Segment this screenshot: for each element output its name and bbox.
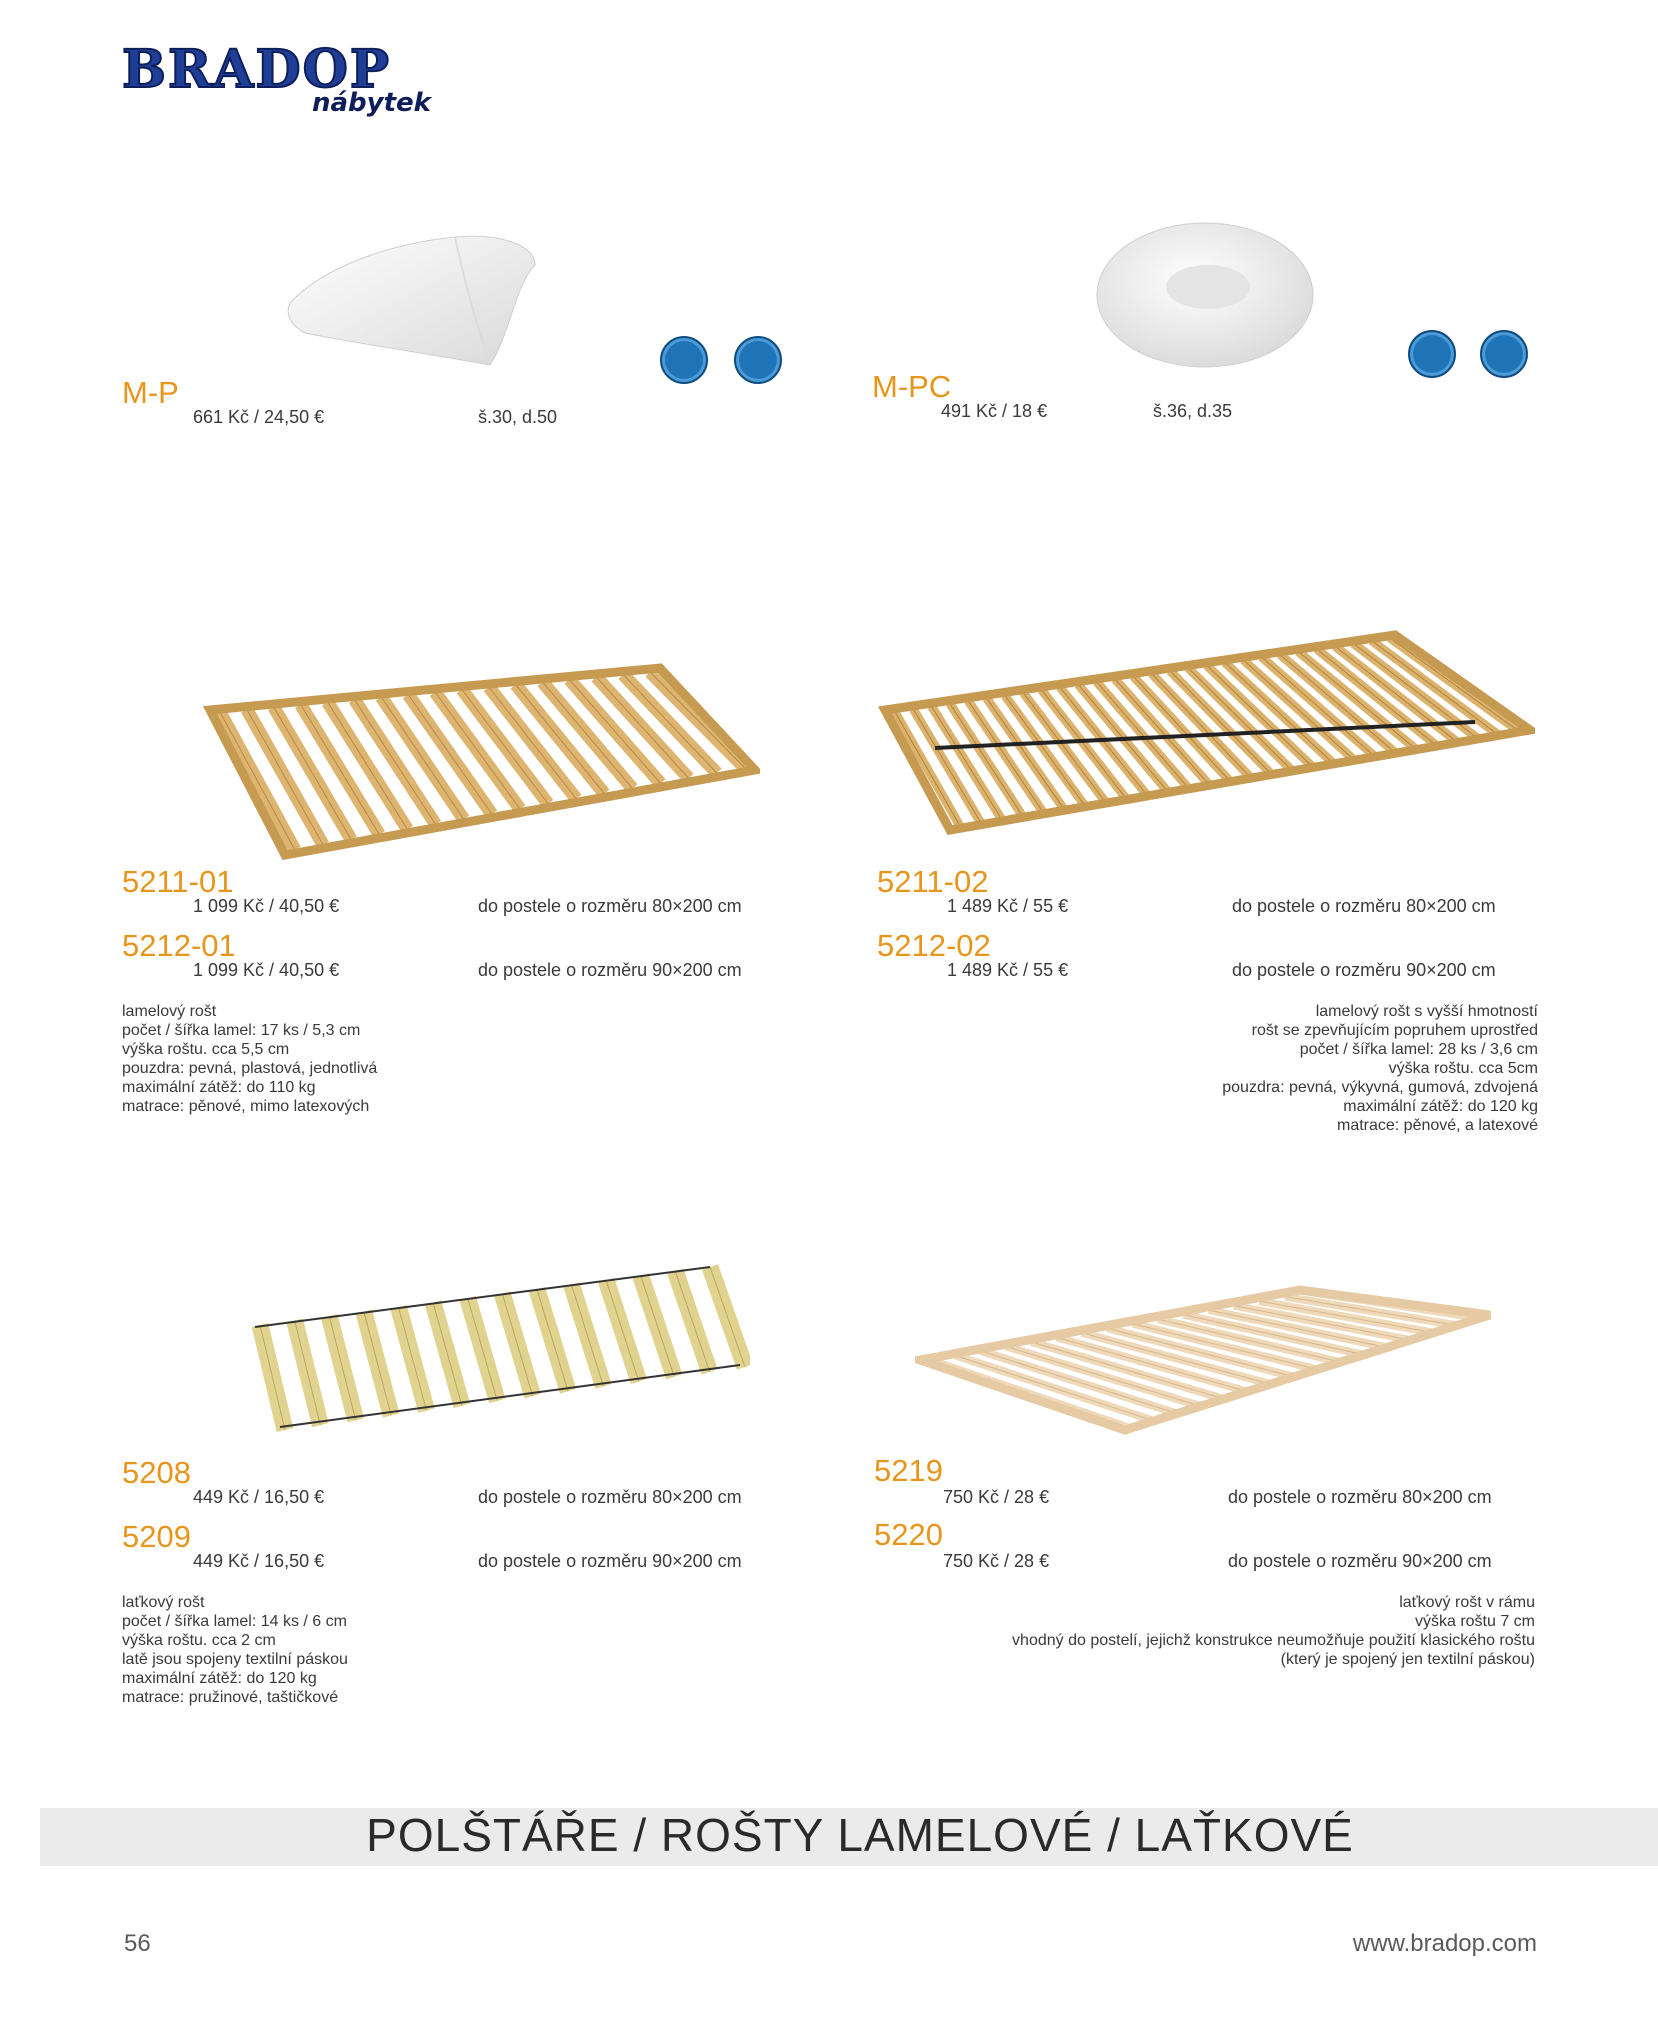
product-price: 750 Kč / 28 €: [943, 1551, 1050, 1571]
slat: [260, 1325, 285, 1430]
product-code: 5212-02: [877, 928, 991, 963]
brand-tagline: nábytek: [312, 88, 431, 118]
product-code: 5208: [122, 1455, 191, 1490]
product-price: 491 Kč / 18 €: [941, 401, 1048, 421]
description-line: lamelový rošt: [122, 1003, 217, 1020]
product-description: [1222, 1002, 1538, 1135]
product-code: 5212-01: [122, 928, 236, 963]
description-line: počet / šířka lamel: 28 ks / 3,6 cm: [1299, 1041, 1538, 1058]
product-price: 661 Kč / 24,50 €: [193, 407, 325, 427]
brand-logo: [122, 39, 431, 118]
product-dimension: do postele o rozměru 90×200 cm: [478, 960, 742, 980]
product-dimension: do postele o rozměru 90×200 cm: [478, 1551, 742, 1571]
product-price: 1 099 Kč / 40,50 €: [193, 896, 340, 916]
slatted-base-reinforced-image: [875, 630, 1535, 840]
product-code: 5209: [122, 1519, 191, 1554]
product-price: 449 Kč / 16,50 €: [193, 1487, 325, 1507]
slat: [675, 1271, 709, 1371]
description-line: rošt se zpevňujícím popruhem uprostřed: [1251, 1022, 1538, 1039]
description-line: matrace: pěnové, a latexové: [1336, 1117, 1538, 1134]
description-line: pouzdra: pevná, plastová, jednotlivá: [122, 1060, 378, 1077]
description-line: laťkový rošt: [122, 1594, 205, 1611]
slat: [398, 1307, 426, 1410]
product-code: 5219: [874, 1453, 943, 1488]
product-dimension: do postele o rozměru 90×200 cm: [1232, 960, 1496, 980]
description-line: matrace: pružinové, taštičkové: [122, 1689, 339, 1706]
brand-name: BRADOP: [122, 39, 392, 100]
description-line: maximální zátěž: do 120 kg: [122, 1670, 317, 1687]
description-line: počet / šířka lamel: 17 ks / 5,3 cm: [122, 1022, 361, 1039]
pillow-wedge-image: [285, 225, 545, 385]
slat: [329, 1316, 356, 1420]
lath-base-image: [240, 1255, 750, 1445]
product-code: 5211-01: [122, 864, 234, 899]
description-line: počet / šířka lamel: 14 ks / 6 cm: [122, 1613, 347, 1630]
slat: [572, 1285, 604, 1387]
wash-temperature-icon: [1480, 330, 1528, 378]
product-dimension: do postele o rozměru 90×200 cm: [1228, 1551, 1492, 1571]
slat: [468, 1298, 498, 1401]
slat: [364, 1312, 391, 1416]
slatted-base-image: [200, 660, 760, 860]
description-line: vhodný do postelí, jejichž konstrukce neumožňuje použití klasického roštu: [1012, 1632, 1535, 1649]
description-line: pouzdra: pevná, výkyvná, gumová, zdvojená: [1222, 1079, 1538, 1096]
description-line: (který je spojený jen textilní páskou): [1280, 1651, 1535, 1668]
slat: [295, 1321, 321, 1426]
description-line: výška roštu. cca 5cm: [1388, 1060, 1538, 1077]
slat: [537, 1289, 568, 1391]
website-link[interactable]: www.bradop.com: [1352, 1930, 1537, 1957]
description-line: výška roštu 7 cm: [1414, 1613, 1535, 1630]
product-description: [1012, 1593, 1535, 1669]
description-line: maximální zátěž: do 110 kg: [122, 1079, 316, 1096]
section-title: POLŠTÁŘE / ROŠTY LAMELOVÉ / LAŤKOVÉ: [366, 1809, 1354, 1861]
description-line: lamelový rošt s vyšší hmotností: [1315, 1003, 1538, 1020]
slat: [433, 1303, 462, 1406]
product-dimension: do postele o rozměru 80×200 cm: [1228, 1487, 1492, 1507]
product-price: 449 Kč / 16,50 €: [193, 1551, 325, 1571]
product-dimension: do postele o rozměru 80×200 cm: [478, 1487, 742, 1507]
description-line: výška roštu. cca 2 cm: [122, 1632, 276, 1649]
product-dimension: š.36, d.35: [1153, 401, 1233, 421]
product-dimension: š.30, d.50: [478, 407, 558, 427]
slat: [1023, 693, 1105, 802]
washable-icon: [660, 336, 708, 384]
product-price: 1 489 Kč / 55 €: [947, 896, 1069, 916]
product-description: [122, 1593, 348, 1707]
description-line: latě jsou spojeny textilní páskou: [122, 1651, 348, 1668]
product-dimension: do postele o rozměru 80×200 cm: [1232, 896, 1496, 916]
lath-base-frame-image: [915, 1270, 1495, 1440]
page-number: 56: [124, 1930, 151, 1957]
description-line: laťkový rošt v rámu: [1399, 1594, 1535, 1611]
product-price: 750 Kč / 28 €: [943, 1487, 1050, 1507]
product-code: M-P: [122, 375, 179, 410]
description-line: výška roštu. cca 5,5 cm: [122, 1041, 290, 1058]
wash-temperature-icon: [734, 336, 782, 384]
product-code: 5211-02: [877, 864, 989, 899]
pillow-ring-image: [1090, 215, 1320, 375]
slat: [502, 1294, 532, 1396]
product-price: 1 489 Kč / 55 €: [947, 960, 1069, 980]
product-dimension: do postele o rozměru 80×200 cm: [478, 896, 742, 916]
product-code: 5220: [874, 1517, 943, 1552]
product-price: 1 099 Kč / 40,50 €: [193, 960, 340, 980]
slat: [641, 1276, 674, 1377]
description-line: matrace: pěnové, mimo latexových: [122, 1098, 370, 1115]
product-code: M-PC: [872, 369, 952, 404]
slat: [710, 1267, 745, 1367]
description-line: maximální zátěž: do 120 kg: [1343, 1098, 1538, 1115]
slat: [606, 1280, 639, 1381]
washable-icon: [1408, 330, 1456, 378]
product-description: [122, 1002, 377, 1116]
